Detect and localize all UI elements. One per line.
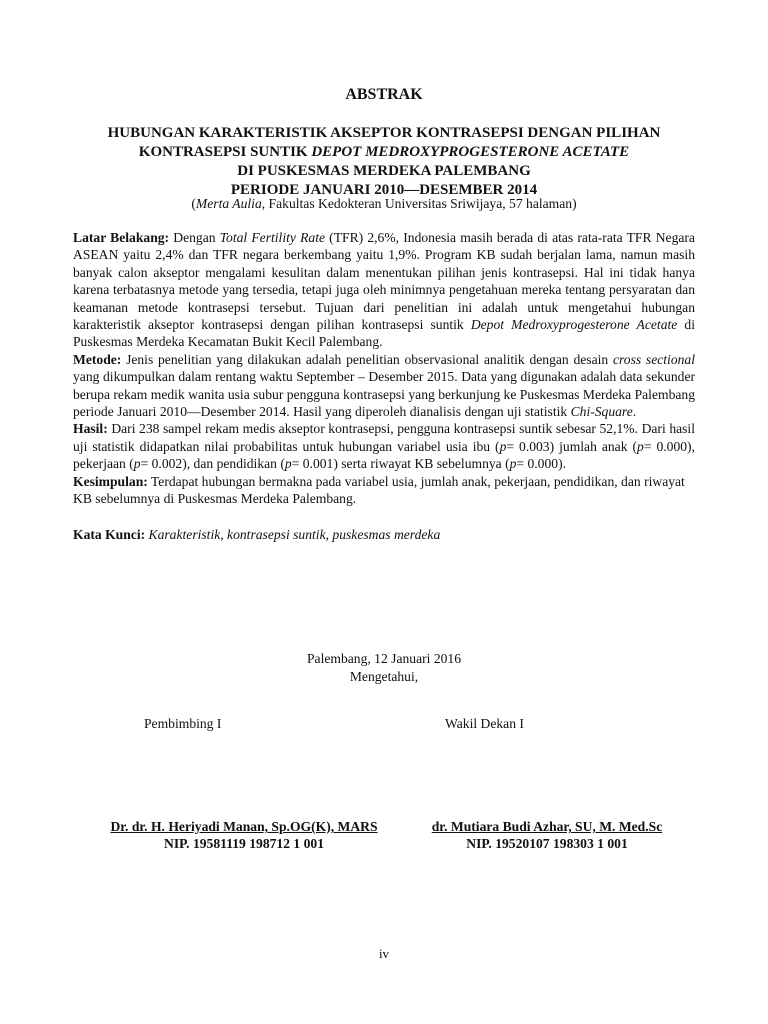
signature-block-supervisor [88,818,400,852]
method-paragraph [73,351,695,421]
signatory-nip-supervisor: NIP. 19581119 198712 1 001 [164,836,324,851]
result-text-5: = 0.001) serta riwayat KB sebelumnya ( [291,456,510,472]
result-text-3: = 0.000), pekerjaan ( [73,438,695,472]
method-text-3: . [632,404,637,420]
background-text-3: di Puskesmas Merdeka Kecamatan Bukit Kecil Palembang. [73,317,695,350]
result-text-4: = 0.002), dan pendidikan ( [140,456,285,472]
author-affiliation: Fakultas Kedokteran Universitas Sriwijaya, 57 halaman) [265,196,577,211]
result-p-symbol: p [133,456,141,472]
background-label: Latar Belakang: [73,230,170,245]
author-open-paren: ( [191,196,196,211]
title-line-4: PERIODE JANUARI 2010—DESEMBER 2014 [230,182,538,198]
page-number: iv [378,946,390,961]
method-text-1: Jenis penelitian yang dilakukan adalah penelitian observasional analitik dengan desain [121,351,613,367]
result-paragraph [73,420,695,472]
place-date-block [0,650,768,686]
title-line-2-plain: KONTRASEPSI SUNTIK [138,144,312,160]
background-term-tfr: Total Fertility Rate [219,230,325,245]
place-date: Palembang, 12 Januari 2016 [306,651,462,666]
author-name: Merta Aulia, [195,196,266,211]
keywords-label: Kata Kunci: [73,526,146,542]
method-label: Metode: [73,351,122,367]
result-label: Hasil: [73,421,108,437]
method-term-cross-sectional: cross sectional [612,351,695,367]
paragraph-spacer [73,508,695,526]
title-line-2 [40,143,728,162]
signatory-nip-vice-dean: NIP. 19520107 198303 1 001 [466,836,628,851]
background-paragraph [73,229,695,351]
signatory-role-vice-dean: Wakil Dekan I [445,716,524,731]
result-text-1: Dari 238 sampel rekam medis akseptor kontrasepsi, pengguna kontrasepsi suntik sebesar 52,1%. Dari hasil uji statistik didapatkan nilai probabilitas untuk hubungan variabel usia ibu ( [73,421,695,454]
result-p-symbol: p [499,438,507,454]
signatory-role-supervisor: Pembimbing I [144,716,222,731]
background-term-dmpa: Depot Medroxyprogesterone Acetate [470,317,678,333]
background-text-1: Dengan [169,230,220,245]
author-line [40,195,728,213]
background-text-2: (TFR) 2,6%, Indonesia masih berada di atas rata-rata TFR Negara ASEAN yaitu 2,4% dan TFR negara berkembang yaitu 1,9%. Program KB sudah berjalan lama, namun masih banyak calon akseptor mengalami kesulitan dalam menentukan pilihan jenis kontrasepsi. Hal ini tidak hanya karena terbatasnya metode yang tersedia, tetapi juga oleh minimnya pengetahuan mereka tentang persyaratan dan keamanan metode kontrasepsi tersebut. Tujuan dari penelitian ini adalah untuk mengetahui hubungan karakteristik akseptor kontrasepsi dengan pilihan kontrasepsi suntik [73,230,695,333]
conclusion-text: Terdapat hubungan bermakna pada variabel usia, jumlah anak, pekerjaan, pendidikan, dan riwayat KB sebelumnya di Puskesmas Merdeka Palembang. [73,473,685,507]
method-term-chi-square: Chi-Square [570,404,633,420]
title-line-1: HUBUNGAN KARAKTERISTIK AKSEPTOR KONTRASEPSI DENGAN PILIHAN [107,125,661,141]
conclusion-paragraph [73,473,695,508]
thesis-title [40,124,728,200]
result-p-symbol: p [637,438,644,454]
result-p-symbol: p [284,456,292,472]
result-text-2: = 0.003) jumlah anak ( [506,438,638,454]
abstract-body [73,229,695,543]
signatory-name-vice-dean: dr. Mutiara Budi Azhar, SU, M. Med.Sc [431,819,663,834]
title-line-2-italic: DEPOT MEDROXYPROGESTERONE ACETATE [311,144,630,160]
result-p-symbol: p [509,456,517,472]
keywords-paragraph [73,526,695,543]
result-text-6: = 0.000). [516,456,566,472]
signature-block-vice-dean [402,818,692,852]
acknowledged-label: Mengetahui, [349,669,419,684]
title-line-3: DI PUSKESMAS MERDEKA PALEMBANG [237,163,531,179]
conclusion-label: Kesimpulan: [73,473,148,489]
abstract-heading: ABSTRAK [345,86,423,103]
signatory-name-supervisor: Dr. dr. H. Heriyadi Manan, Sp.OG(K), MARS [110,819,378,834]
keywords-text: Karakteristik, kontrasepsi suntik, puskesmas merdeka [145,526,441,542]
method-text-2: yang dikumpulkan dalam rentang waktu September – Desember 2015. Data yang digunakan adalah data sekunder berupa rekam medik wanita usia subur pengguna kontrasepsi yang berkunjung ke Puskesmas Merdeka Palembang periode Januari 2010—Desember 2014. Hasil yang diperoleh dianalisis dengan uji statistik [73,369,695,420]
